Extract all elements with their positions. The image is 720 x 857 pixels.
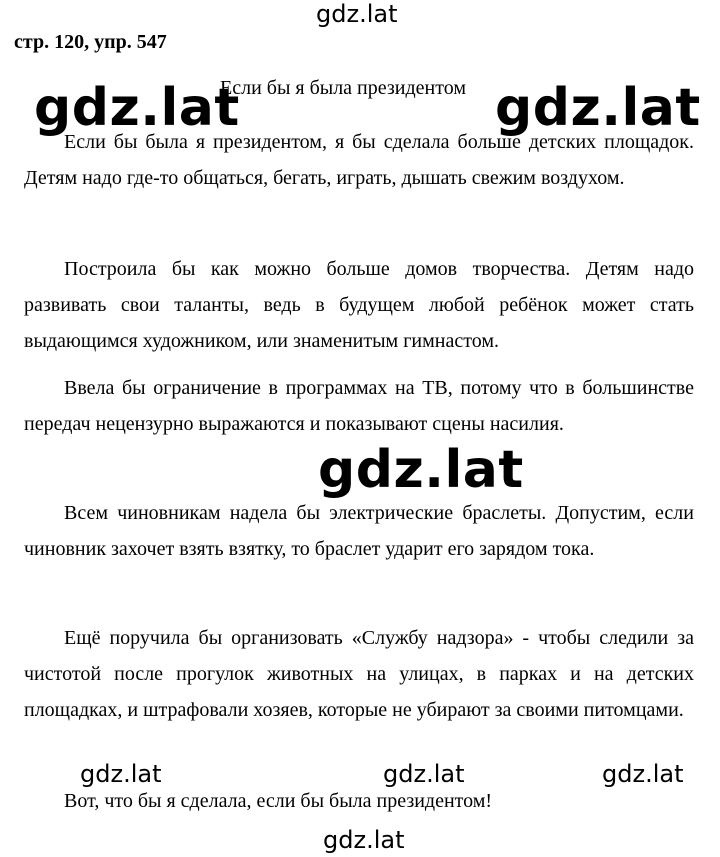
- paragraph-6: Вот, что бы я сделала, если бы была президентом!: [64, 790, 493, 812]
- paragraph-2: Построила бы как можно больше домов творчества. Детям надо развивать свои таланты, ведь в будущем любой ребёнок может стать выдающимся художником, или знаменитым гимнастом.: [24, 258, 694, 352]
- watermark-big-left: gdz.lat: [34, 78, 240, 138]
- exercise-reference: стр. 120, упр. 547: [14, 31, 167, 53]
- paragraph-5: Ещё поручила бы организовать «Службу надзора» - чтобы следили за чистотой после прогулок животных на улицах, в парках и на детских площадках, и штрафовали хозяев, которые не убирают за своими питомцами.: [24, 627, 694, 721]
- paragraph-1: Если бы была я президентом, я бы сделала больше детских площадок. Детям надо где-то общаться, бегать, играть, дышать свежим воздухом.: [24, 131, 694, 189]
- paragraph-4: Всем чиновникам надела бы электрические браслеты. Допустим, если чиновник захочет взять взятку, то браслет ударит его зарядом тока.: [24, 502, 694, 560]
- paragraph-3: Ввела бы ограничение в программах на ТВ, потому что в большинстве передач нецензурно выражаются и показывают сцены насилия.: [24, 377, 694, 435]
- watermark-big-right: gdz.lat: [495, 78, 701, 138]
- watermark-top: gdz.lat: [316, 0, 398, 28]
- watermark-row-center: gdz.lat: [383, 760, 465, 788]
- watermark-big-center: gdz.lat: [318, 440, 524, 500]
- watermark-bottom: gdz.lat: [323, 826, 405, 854]
- watermark-row-left: gdz.lat: [80, 760, 162, 788]
- watermark-row-right: gdz.lat: [602, 760, 684, 788]
- essay-title: Если бы я была президентом: [220, 77, 466, 99]
